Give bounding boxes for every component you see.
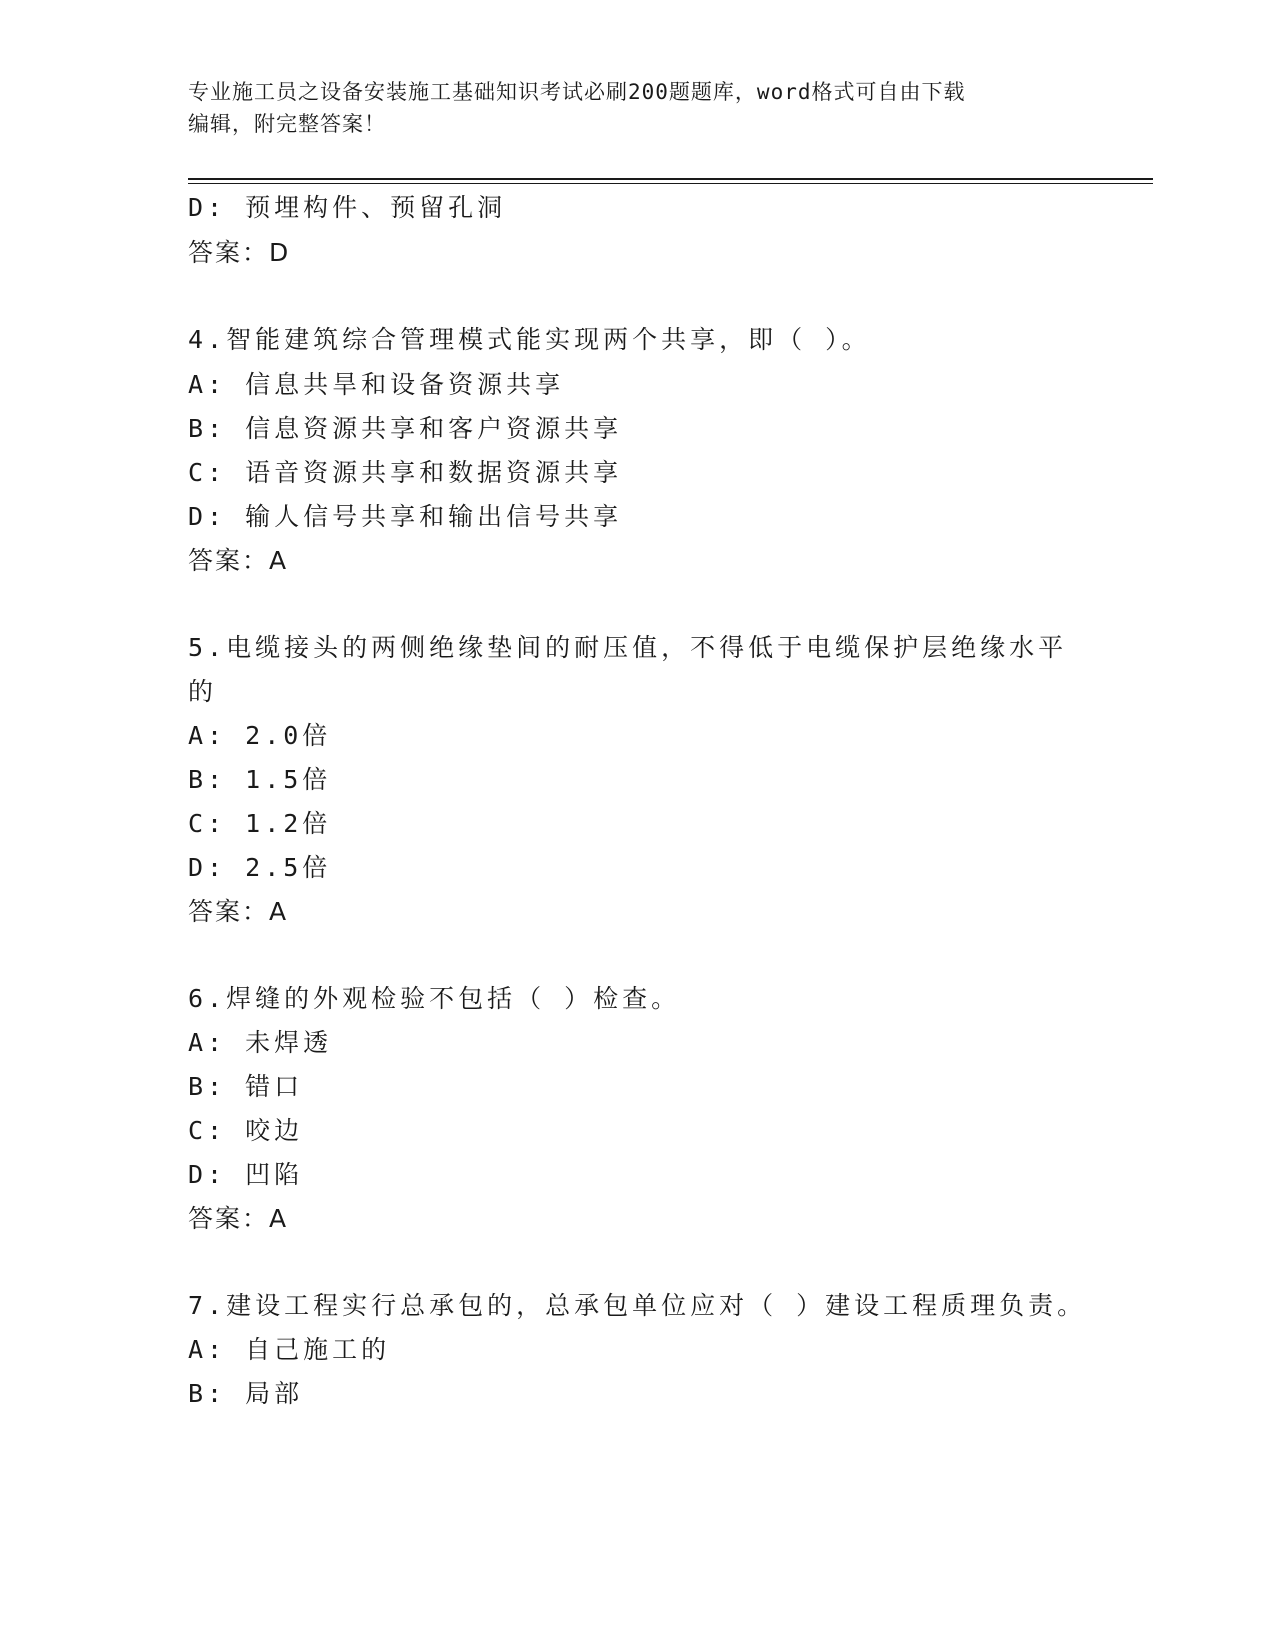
question-7-option-a: A: 自己施工的 <box>188 1335 391 1364</box>
question-4-option-b: B: 信息资源共享和客户资源共享 <box>188 414 623 443</box>
question-6-answer: 答案：A <box>188 1204 289 1233</box>
question-4-option-c: C: 语音资源共享和数据资源共享 <box>188 458 623 487</box>
question-5-option-d: D: 2.5倍 <box>188 853 332 882</box>
question-4-stem: 4.智能建筑综合管理模式能实现两个共享，即（ ）。 <box>188 325 871 354</box>
question-5-stem-line-1: 5.电缆接头的两侧绝缘垫间的耐压值，不得低于电缆保护层绝缘水平 <box>188 633 1068 662</box>
question-6-option-b: B: 错口 <box>188 1072 304 1101</box>
prev-answer: 答案：D <box>188 238 291 267</box>
question-7-stem: 7.建设工程实行总承包的，总承包单位应对（ ）建设工程质理负责。 <box>188 1291 1087 1320</box>
question-5-stem-line-2: 的 <box>188 677 218 706</box>
prev-option-d: D: 预埋构件、预留孔洞 <box>188 193 507 222</box>
question-6-option-c: C: 咬边 <box>188 1116 304 1145</box>
header-rule-thin <box>188 183 1153 184</box>
question-5-option-c: C: 1.2倍 <box>188 809 332 838</box>
question-4-answer: 答案：A <box>188 546 289 575</box>
question-5-answer: 答案：A <box>188 897 289 926</box>
question-5-option-a: A: 2.0倍 <box>188 721 332 750</box>
question-6-option-d: D: 凹陷 <box>188 1160 304 1189</box>
question-4-option-d: D: 输人信号共享和输出信号共享 <box>188 502 623 531</box>
header-line-2: 编辑，附完整答案！ <box>188 112 386 136</box>
question-4-option-a: A: 信息共旱和设备资源共享 <box>188 370 565 399</box>
question-7-option-b: B: 局部 <box>188 1379 304 1408</box>
question-5-option-b: B: 1.5倍 <box>188 765 332 794</box>
question-6-option-a: A: 未焊透 <box>188 1028 333 1057</box>
header-line-1: 专业施工员之设备安装施工基础知识考试必刷200题题库，word格式可自由下载 <box>188 80 966 104</box>
header-rule-thick <box>188 178 1153 180</box>
question-6-stem: 6.焊缝的外观检验不包括（ ）检查。 <box>188 984 681 1013</box>
document-header <box>188 76 1088 140</box>
